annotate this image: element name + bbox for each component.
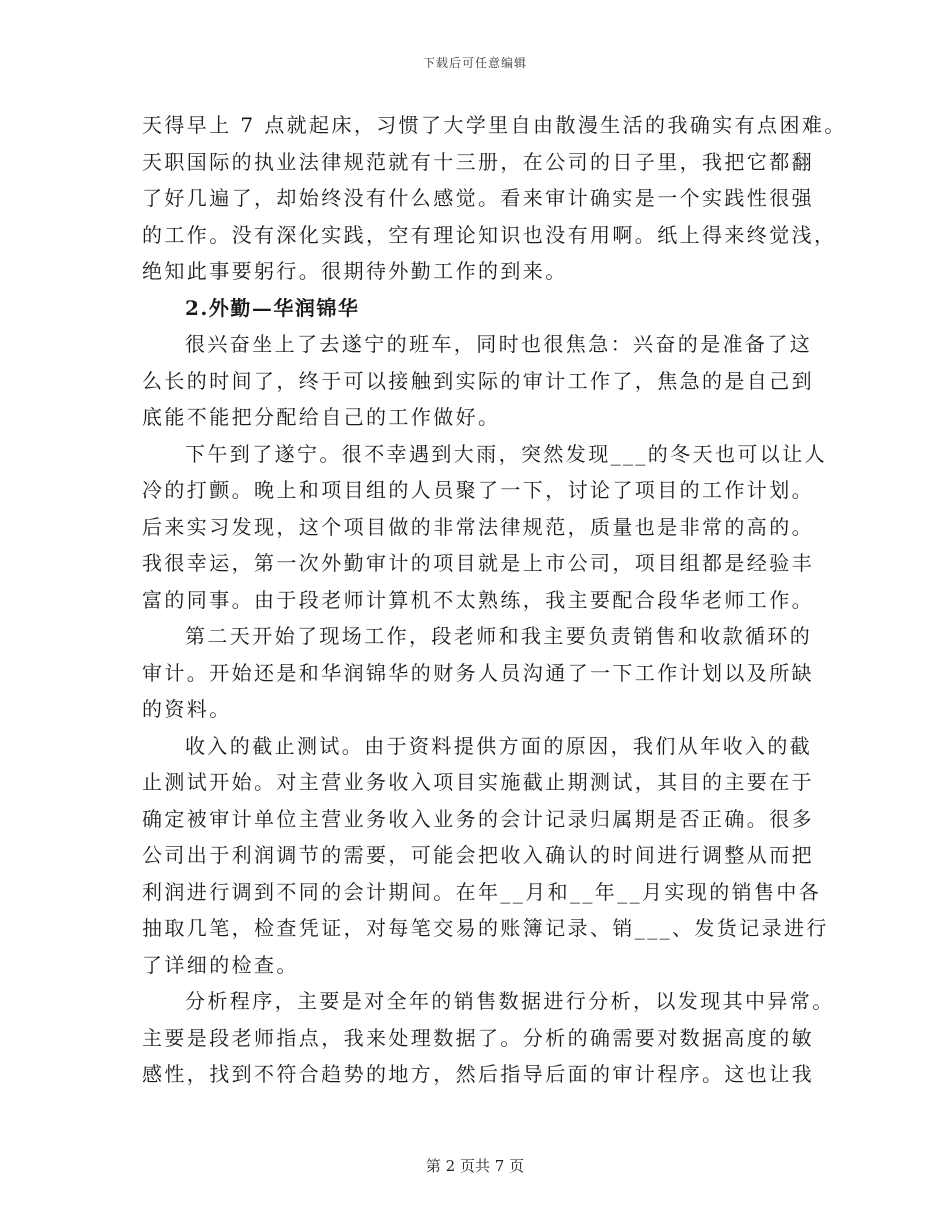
text-line: 富的同事。由于段老师计算机不太熟练，我主要配合段华老师工作。 [142,587,814,612]
text-line: 了好几遍了，却始终没有什么感觉。看来审计确实是一个实践性很强 [142,186,814,210]
page-number-footer: 第 2 页共 7 页 [425,1157,525,1175]
document-body [142,107,847,1093]
text-line: 底能不能把分配给自己的工作做好。 [142,405,501,429]
text-line: 审计。开始还是和华润锦华的财务人员沟通了一下工作计划以及所缺 [142,660,814,685]
text-line: 后来实习发现，这个项目做的非常法律规范，质量也是非常的高的。 [142,514,814,539]
text-line: 么长的时间了，终于可以接触到实际的审计工作了，焦急的是自己到 [142,368,814,393]
text-line: 下午到了遂宁。很不幸遇到大雨，突然发现___的冬天也可以让人 [185,441,827,466]
text-line: 我很幸运，第一次外勤审计的项目就是上市公司，项目组都是经验丰 [142,551,814,575]
section-heading: 2.外勤—华润锦华 [185,295,360,320]
text-line: 抽取几笔，检查凭证，对每笔交易的账簿记录、销___、发货记录进行 [142,916,829,940]
text-line: 主要是段老师指点，我来处理数据了。分析的确需要对数据高度的敏 [142,1025,814,1050]
text-line: 公司出于利润调节的需要，可能会把收入确认的时间进行调整从而把 [142,843,814,867]
text-line: 天得早上 7 点就起床，习惯了大学里自由散漫生活的我确实有点困难。 [142,113,847,137]
text-line: 天职国际的执业法律规范就有十三册，在公司的日子里，我把它都翻 [142,149,814,174]
text-line: 分析程序，主要是对全年的销售数据进行分析，以发现其中异常。 [185,989,835,1013]
text-line: 第二天开始了现场工作，段老师和我主要负责销售和收款循环的 [185,624,813,648]
text-line: 感性，找到不符合趋势的地方，然后指导后面的审计程序。这也让我 [142,1062,814,1086]
text-line: 的资料。 [142,697,232,721]
text-line: 止测试开始。对主营业务收入项目实施截止期测试，其目的主要在于 [142,770,814,794]
text-line: 确定被审计单位主营业务收入业务的会计记录归属期是否正确。很多 [142,806,814,831]
text-line: 的工作。没有深化实践，空有理论知识也没有用啊。纸上得来终觉浅， [142,222,837,247]
text-line: 收入的截止测试。由于资料提供方面的原因，我们从年收入的截 [185,733,813,758]
text-line: 很兴奋坐上了去遂宁的班车，同时也很焦急：兴奋的是准备了这 [185,332,813,356]
text-line: 冷的打颤。晚上和项目组的人员聚了一下，讨论了项目的工作计划。 [142,478,814,502]
text-line: 了详细的检查。 [142,952,299,977]
text-line: 绝知此事要躬行。很期待外勤工作的到来。 [142,259,568,283]
page-header: 下载后可任意编辑 [422,56,527,70]
text-line: 利润进行调到不同的会计期间。在年__月和__年__月实现的销售中各 [142,879,822,904]
